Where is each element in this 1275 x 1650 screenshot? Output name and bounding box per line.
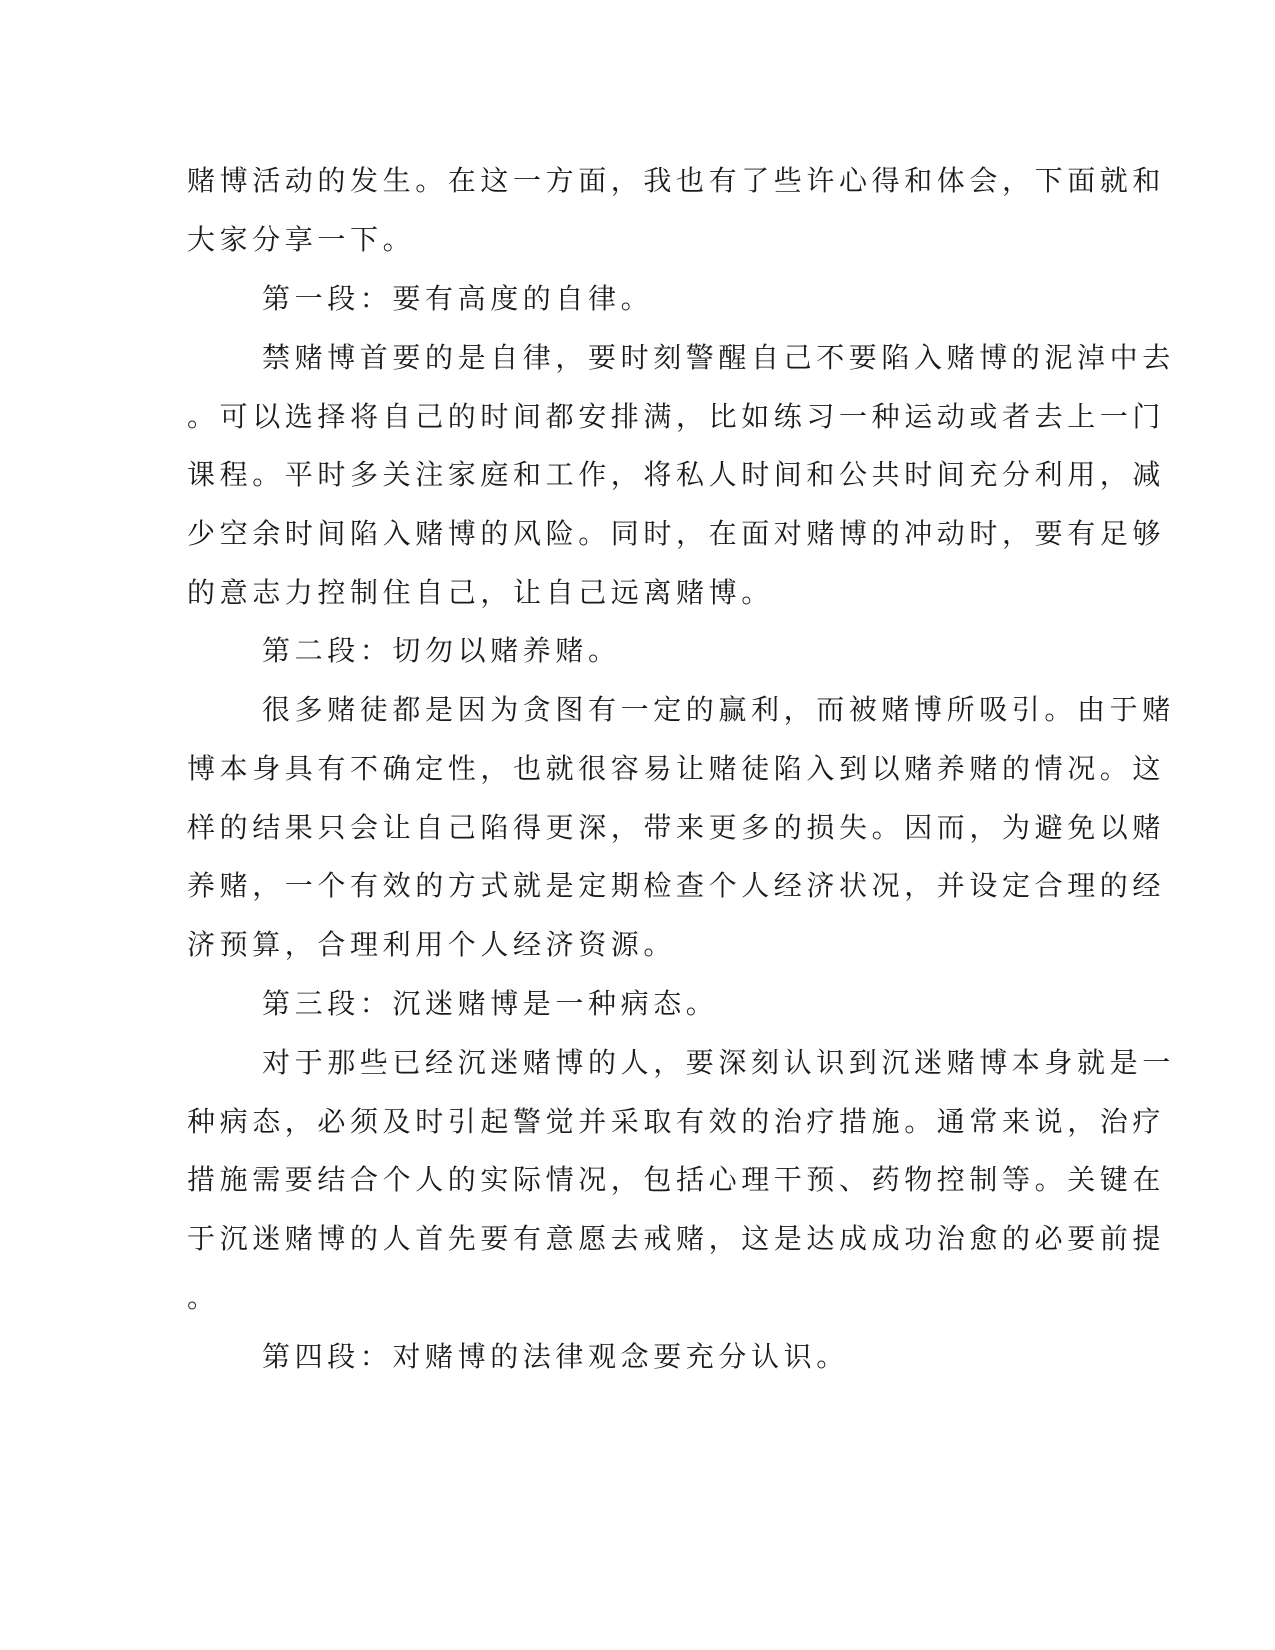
text-line: 济预算，合理利用个人经济资源。 [187, 928, 677, 961]
section-heading: 第一段：要有高度的自律。 [262, 282, 654, 315]
text-line: 。 [187, 1281, 220, 1314]
text-line: 对于那些已经沉迷赌博的人，要深刻认识到沉迷赌博本身就是一 [262, 1046, 1175, 1079]
text-line: 课程。平时多关注家庭和工作，将私人时间和公共时间充分利用，减 [187, 458, 1166, 491]
section-heading: 第四段：对赌博的法律观念要充分认识。 [262, 1340, 849, 1373]
text-line: 大家分享一下。 [187, 223, 416, 256]
text-line: 。可以选择将自己的时间都安排满，比如练习一种运动或者去上一门 [187, 400, 1166, 433]
section-heading: 第二段：切勿以赌养赌。 [262, 634, 621, 667]
text-line: 博本身具有不确定性，也就很容易让赌徒陷入到以赌养赌的情况。这 [187, 752, 1166, 785]
text-line: 样的结果只会让自己陷得更深，带来更多的损失。因而，为避免以赌 [187, 811, 1166, 844]
text-line: 于沉迷赌博的人首先要有意愿去戒赌，这是达成成功治愈的必要前提 [187, 1222, 1166, 1255]
text-line: 很多赌徒都是因为贪图有一定的赢利，而被赌博所吸引。由于赌 [262, 693, 1175, 726]
text-line: 赌博活动的发生。在这一方面，我也有了些许心得和体会，下面就和 [187, 164, 1166, 197]
text-line: 少空余时间陷入赌博的风险。同时，在面对赌博的冲动时，要有足够 [187, 517, 1166, 550]
text-line: 禁赌博首要的是自律，要时刻警醒自己不要陷入赌博的泥淖中去 [262, 341, 1175, 374]
text-line: 的意志力控制住自己，让自己远离赌博。 [187, 576, 774, 609]
section-heading: 第三段：沉迷赌博是一种病态。 [262, 987, 719, 1020]
text-line: 养赌，一个有效的方式就是定期检查个人经济状况，并设定合理的经 [187, 869, 1166, 902]
text-line: 措施需要结合个人的实际情况，包括心理干预、药物控制等。关键在 [187, 1163, 1166, 1196]
text-line: 种病态，必须及时引起警觉并采取有效的治疗措施。通常来说，治疗 [187, 1105, 1166, 1138]
